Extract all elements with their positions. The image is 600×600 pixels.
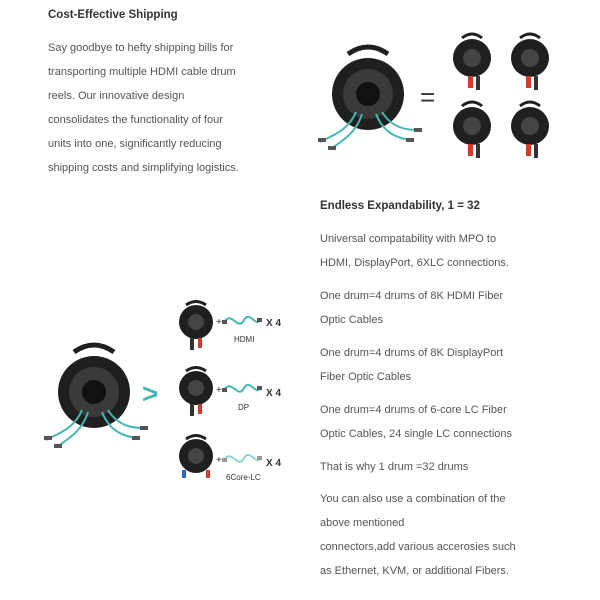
text-line: reels. Our innovative design xyxy=(48,90,185,102)
text-line: One drum=4 drums of 8K HDMI Fiber xyxy=(320,290,504,302)
summary-paragraph xyxy=(320,455,468,479)
text-line: above mentioned xyxy=(320,517,405,529)
lc-drum-image xyxy=(176,434,216,486)
multiplier-label: X 4 xyxy=(266,318,282,329)
text-line: One drum=4 drums of 8K DisplayPort xyxy=(320,347,504,359)
cost-effective-shipping-text xyxy=(48,36,239,180)
text-line: Say goodbye to hefty shipping bills for xyxy=(48,42,234,54)
equals-sign: = xyxy=(420,82,436,112)
displayport-cable-image xyxy=(222,378,262,400)
text-line: connectors,add various accerosies such xyxy=(320,541,516,553)
text-line: Universal compatability with MPO to xyxy=(320,233,497,245)
compatibility-paragraph xyxy=(320,227,509,275)
text-line: as Ethernet, KVM, or additional Fibers. xyxy=(320,565,509,577)
small-drum-image xyxy=(508,32,552,92)
greater-than-sign: > xyxy=(142,378,159,409)
hdmi-caption: HDMI xyxy=(234,335,255,344)
large-drum-image xyxy=(318,42,418,152)
text-line: You can also use a combination of the xyxy=(320,493,506,505)
hdmi-drum-image xyxy=(176,300,216,352)
small-drum-image xyxy=(450,32,494,92)
plus-sign: + xyxy=(216,455,222,466)
plus-sign: + xyxy=(216,317,222,328)
cost-effective-shipping-heading: Cost-Effective Shipping xyxy=(48,9,178,21)
text-line: consolidates the functionality of four xyxy=(48,114,223,126)
hdmi-cable-image xyxy=(222,310,262,332)
lc-paragraph xyxy=(320,398,512,446)
text-line: Optic Cables, 24 single LC connections xyxy=(320,428,512,440)
combination-paragraph xyxy=(320,487,516,583)
dp-caption: DP xyxy=(238,403,250,412)
displayport-paragraph xyxy=(320,341,503,389)
6core-lc-caption: 6Core-LC xyxy=(226,473,261,482)
small-drum-image xyxy=(450,100,494,160)
large-drum-image xyxy=(44,340,144,450)
lc-cable-image xyxy=(222,448,262,470)
text-line: That is why 1 drum =32 drums xyxy=(320,461,469,473)
text-line: shipping costs and simplifying logistics. xyxy=(48,162,239,174)
multiplier-label: X 4 xyxy=(266,458,282,469)
displayport-drum-image xyxy=(176,366,216,418)
small-drum-image xyxy=(508,100,552,160)
plus-sign: + xyxy=(216,385,222,396)
hdmi-paragraph xyxy=(320,284,503,332)
text-line: Fiber Optic Cables xyxy=(320,371,412,383)
text-line: units into one, significantly reducing xyxy=(48,138,222,150)
text-line: One drum=4 drums of 6-core LC Fiber xyxy=(320,404,507,416)
endless-expandability-heading: Endless Expandability, 1 = 32 xyxy=(320,200,480,212)
multiplier-label: X 4 xyxy=(266,388,282,399)
text-line: transporting multiple HDMI cable drum xyxy=(48,66,236,78)
text-line: HDMI, DisplayPort, 6XLC connections. xyxy=(320,257,509,269)
text-line: Optic Cables xyxy=(320,314,383,326)
